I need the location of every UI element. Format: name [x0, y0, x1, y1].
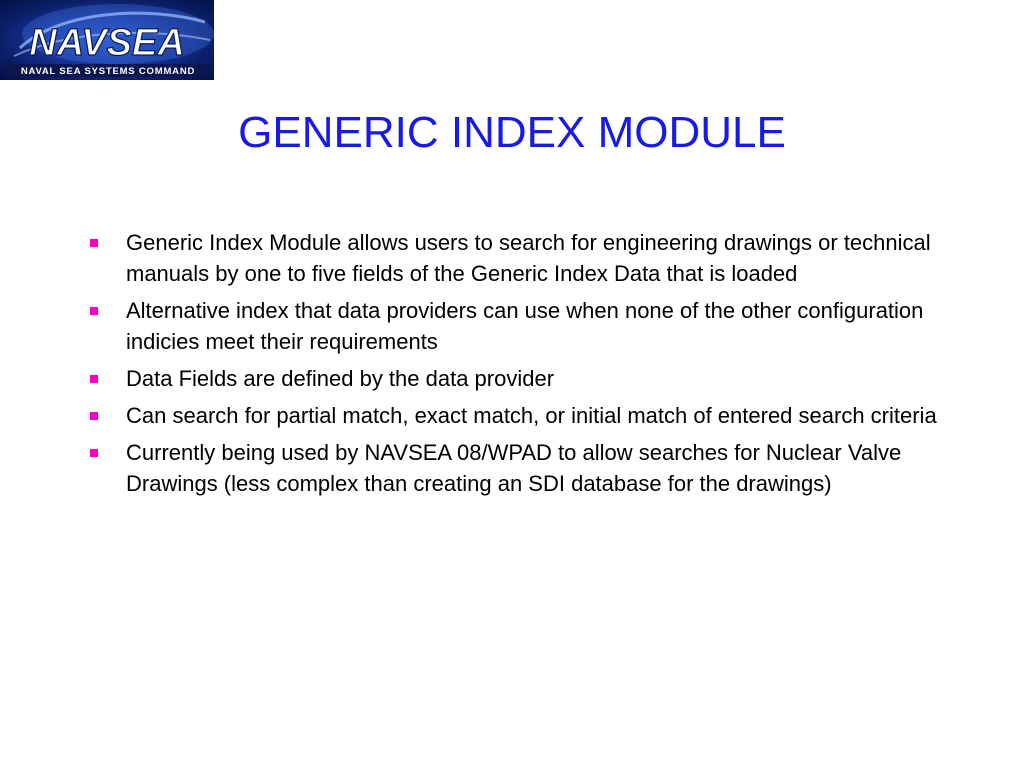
bullet-text: Can search for partial match, exact match, or initial match of entered search criteria: [126, 403, 937, 428]
logo-wordmark: NAVSEA: [29, 22, 185, 64]
bullet-list: [88, 227, 948, 505]
logo-tagline: NAVAL SEA SYSTEMS COMMAND: [20, 66, 196, 77]
bullet-text: Alternative index that data providers can use when none of the other configuration indicies meet their requirements: [126, 298, 924, 354]
square-bullet-icon: [90, 307, 98, 315]
square-bullet-icon: [90, 239, 98, 247]
navsea-logo: [0, 0, 214, 80]
slide-title: GENERIC INDEX MODULE: [238, 108, 786, 157]
bullet-text: Data Fields are defined by the data provider: [126, 366, 555, 391]
square-bullet-icon: [90, 375, 98, 383]
bullet-item: [88, 400, 948, 431]
bullet-item: [88, 227, 948, 289]
navsea-logo-graphic: [0, 0, 214, 80]
bullet-text: Currently being used by NAVSEA 08/WPAD to allow searches for Nuclear Valve Drawings (less complex than creating an SDI database for the drawings): [126, 440, 902, 496]
bullet-item: [88, 363, 948, 394]
square-bullet-icon: [90, 449, 98, 457]
square-bullet-icon: [90, 412, 98, 420]
bullet-item: [88, 295, 948, 357]
bullet-text: Generic Index Module allows users to search for engineering drawings or technical manuals by one to five fields of the Generic Index Data that is loaded: [126, 230, 931, 286]
bullet-item: [88, 437, 948, 499]
